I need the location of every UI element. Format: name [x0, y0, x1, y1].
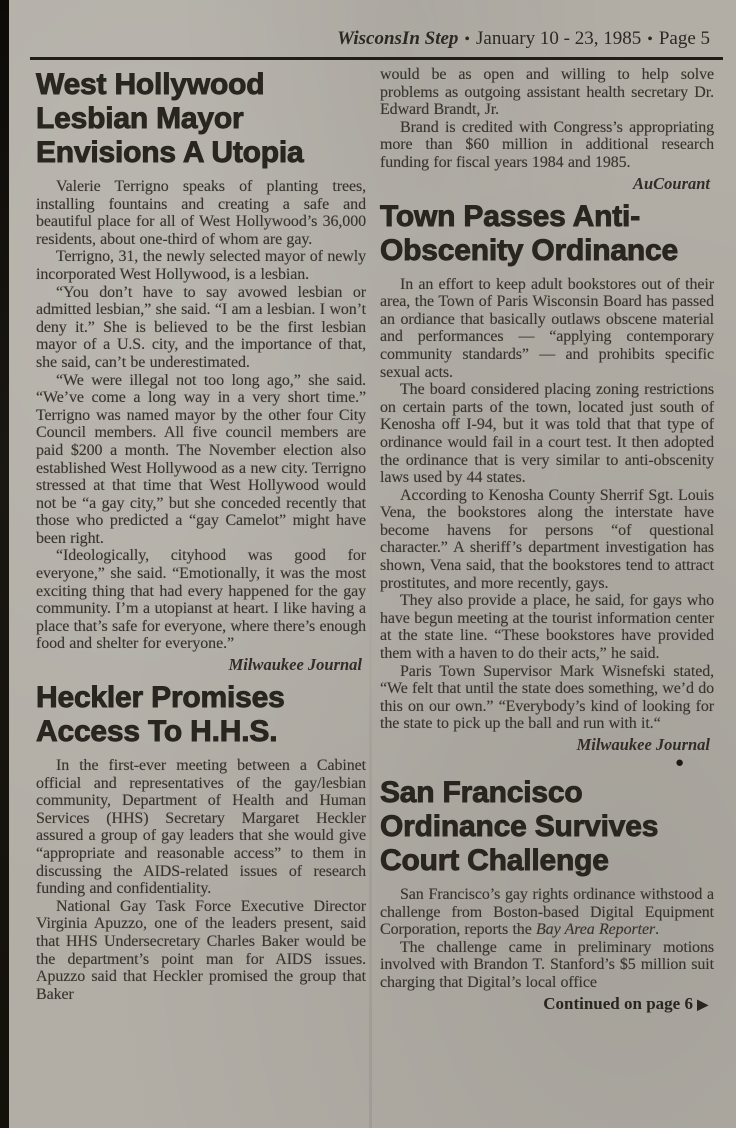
paragraph: The challenge came in preliminary motions involved with Brandon T. Stanford’s $5 million suit charging that Digital’s local office [380, 938, 714, 991]
headline-san-francisco [380, 776, 714, 878]
paragraph: In the first-ever meeting between a Cabinet official and representatives of the gay/lesbian community, Department of Health and Human Services (HHS) Secretary Margaret Heckler assured a group of gay leaders that she would give “appropriate and reasonable access” to them in discussing the AIDS-related issues of research funding and confidentiality. [36, 757, 366, 898]
paragraph-text: . [655, 921, 659, 939]
headline-west-hollywood [36, 68, 366, 170]
continued-arrow-icon: ▶ [697, 997, 706, 1013]
scan-left-edge [0, 0, 9, 1128]
continued-label: Continued on page 6 [543, 993, 693, 1013]
page-header [0, 0, 736, 50]
attribution: Milwaukee Journal [228, 655, 362, 675]
headline-line: Court Challenge [380, 844, 609, 877]
headline-line: Access To H.H.S. [36, 715, 278, 749]
left-column [36, 66, 366, 1003]
end-of-article-bullet-icon: ● [674, 755, 684, 771]
paragraph: They also provide a place, he said, for gays who have begun meeting at the tourist information center at the state line. “These bookstores have provided them with a haven to do their acts,” he said. [380, 592, 714, 663]
paragraph: Valerie Terrigno speaks of planting trees, installing fountains and creating a safe and beautiful place for all of West Hollywood’s 36,000 residents, about one-third of whom are gay. [36, 178, 366, 248]
headline-line: Town Passes Anti- [380, 199, 640, 233]
paragraph [380, 886, 714, 939]
publication-name: Bay Area Reporter [536, 921, 656, 939]
paragraph-text: San Francisco’s gay rights ordinance withstood a challenge from Boston-based Digital Equipment Corporation, reports the [380, 886, 714, 939]
paragraph: Terrigno, 31, the newly selected mayor of newly incorporated West Hollywood, is a lesbian. [36, 248, 366, 283]
page-body [0, 60, 736, 1016]
paragraph: In an effort to keep adult bookstores out of their area, the Town of Paris Wisconsin Board has passed an ordiance that basically outlaws obscene material and performances — “applying contemporary community standards” — and prohibits specific sexual acts. [380, 275, 714, 381]
headline-line: Ordinance Survives [380, 810, 659, 843]
paragraph: National Gay Task Force Executive Director Virginia Apuzzo, one of the leaders present, said that HHS Undersecretary Charles Baker would be the department’s point man for AIDS issues. Apuzzo said that Heckler promised the group that Baker [36, 897, 366, 1003]
page-number: Page 5 [658, 28, 710, 49]
headline-heckler [36, 681, 366, 749]
headline-line: San Francisco [380, 776, 583, 809]
paragraph: “We were illegal not too long ago,” she said. “We’ve come a long way in a very short time.” Terrigno was named mayor by the other four City Council members. All five council members are paid $200 a month. The November election also established West Hollywood as a new city. Terrigno stressed at that time that West Hollywood would not be “a gay city,” but she conceded recently that those who predicted a “gay Camelot” might have been right. [36, 371, 366, 547]
paragraph: The board considered placing zoning restrictions on certain parts of the town, located just south of Kenosha off I-94, but it was told that that type of ordinance would fail in a court test. It then adopted the ordinance that is very similar to anti-obscenity laws used by 44 states. [380, 381, 714, 487]
headline-line: Lesbian Mayor [36, 102, 244, 135]
attribution: AuCourant [632, 173, 710, 193]
article-town-ordinance [380, 200, 714, 770]
headline-line: Envisions A Utopia [36, 136, 304, 169]
article-heckler-continuation [380, 66, 714, 194]
paragraph: Paris Town Supervisor Mark Wisnefski stated, “We felt that until the state does something, we’d do this on our own.” “Everybody’s kind of looking for the state to pick up the ball and run with it.“ [380, 662, 714, 733]
continued-notice [380, 993, 714, 1016]
issue-date: January 10 - 23, 1985 [476, 28, 642, 49]
paragraph: Brand is credited with Congress’s appropriating more than $60 million in additional research funding for fiscal years 1984 and 1985. [380, 118, 714, 171]
article-heckler [36, 681, 366, 1003]
headline-line: West Hollywood [36, 68, 265, 101]
article-san-francisco [380, 776, 714, 1016]
paragraph: “You don’t have to say avowed lesbian or admitted lesbian,” she said. “I am a lesbian. I won’t deny it.” She is believed to be the first lesbian mayor of a U.S. city, and the importance of that, she said, can’t be underestimated. [36, 283, 366, 371]
header-separator: • [647, 31, 653, 48]
masthead: WisconsIn Step [337, 28, 459, 49]
paragraph: “Ideologically, cityhood was good for everyone,” she said. “Emotionally, it was the most exciting thing that had every happened for the gay community. I’m a utopianst at heart. I like having a place that’s safe for everyone, where there’s enough food and shelter for everyone.” [36, 547, 366, 653]
article-west-hollywood [36, 68, 366, 675]
header-separator: • [464, 31, 471, 48]
right-column [380, 66, 714, 1016]
headline-town-ordinance [380, 200, 714, 268]
headline-line: Obscenity Ordinance [380, 233, 678, 267]
attribution: Milwaukee Journal [576, 735, 710, 754]
paragraph: would be as open and willing to help solve problems as outgoing assistant health secretary Dr. Edward Brandt, Jr. [380, 66, 714, 119]
headline-line: Heckler Promises [36, 681, 285, 715]
paragraph: According to Kenosha County Sherrif Sgt. Louis Vena, the bookstores along the interstate have become havens for persons “of questional character.” A sheriff’s department investigation has shown, Vena said, that the bookstores tend to attract prostitutes, and more recently, gays. [380, 486, 714, 592]
